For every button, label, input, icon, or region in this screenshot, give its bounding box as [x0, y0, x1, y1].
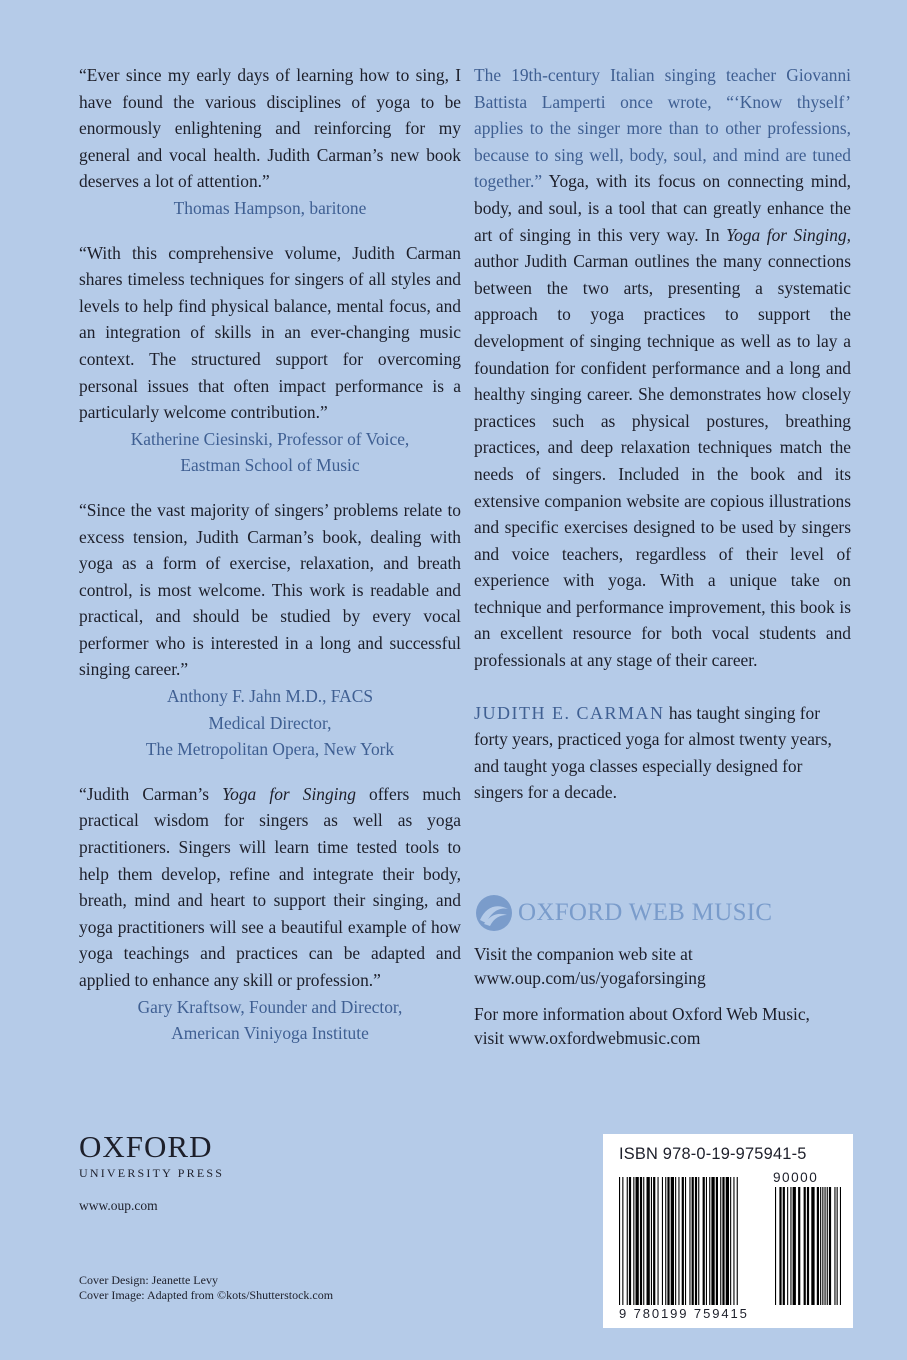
- cover-design-credit: Cover Design: Jeanette Levy: [79, 1273, 218, 1287]
- oxford-web-music-section: [474, 890, 854, 1050]
- barcode-addon-bar: [834, 1187, 835, 1305]
- barcode-addon-bar: [817, 1187, 819, 1305]
- barcode-bar: [695, 1177, 697, 1305]
- barcode-addon-bar: [798, 1187, 800, 1305]
- barcode-bar: [629, 1177, 631, 1305]
- oxford-web-music-url[interactable]: visit www.oxfordwebmusic.com: [474, 1028, 701, 1048]
- publisher-url[interactable]: www.oup.com: [79, 1198, 158, 1213]
- attribution-line: Gary Kraftsow, Founder and Director,: [137, 996, 403, 1017]
- barcode-bar: [685, 1177, 686, 1305]
- barcode-bar: [671, 1177, 674, 1305]
- author-bio: [474, 700, 851, 806]
- barcode-bar: [636, 1177, 639, 1305]
- barcode-bar: [619, 1177, 620, 1305]
- barcode-bar: [651, 1177, 652, 1305]
- companion-site-text: [474, 942, 854, 990]
- barcode-bar: [733, 1177, 734, 1305]
- barcode-bar: [678, 1177, 679, 1305]
- endorsement-ciesinski: [79, 240, 461, 479]
- barcode-bar: [682, 1177, 684, 1305]
- endorsement-attribution: [79, 195, 461, 222]
- attribution-line: The Metropolitan Opera, New York: [145, 739, 395, 760]
- oxford-web-music-logo: [474, 890, 854, 936]
- quote-post: offers much practical wisdom for singers as well as yoga practitioners. Singers will learn time tested tools to help them develop, refine and integrate their body, breath, mind and heart to support their singing, and yoga practitioners will see a beautiful example of how yoga teachings and practices can be adapted and applied to enhance any skill or profession.”: [79, 783, 461, 990]
- cover-image-credit: Cover Image: Adapted from ©kots/Shutterstock.com: [79, 1288, 334, 1302]
- companion-site-url[interactable]: www.oup.com/us/yogaforsinging: [474, 968, 706, 988]
- endorsement-kraftsow: [79, 781, 461, 1047]
- barcode-addon-bar: [790, 1187, 791, 1305]
- author-name: JUDITH E. CARMAN: [474, 702, 665, 723]
- barcode-bar: [622, 1177, 623, 1305]
- barcode-digits: 9 780199 759415: [619, 1306, 749, 1321]
- barcode-addon-bar: [825, 1187, 826, 1305]
- endorsement-attribution: [79, 683, 461, 763]
- barcode-bar: [716, 1177, 718, 1305]
- barcode-bar: [706, 1177, 707, 1305]
- barcode-bar: [730, 1177, 731, 1305]
- barcode-bar: [653, 1177, 655, 1305]
- barcode-addon-bar: [840, 1187, 841, 1305]
- attribution-line: Anthony F. Jahn M.D., FACS: [166, 686, 374, 707]
- barcode-addon-bar: [787, 1187, 788, 1305]
- barcode-addon-bar: [822, 1187, 823, 1305]
- endorsement-attribution: [79, 994, 461, 1047]
- barcode-bar: [711, 1177, 714, 1305]
- quote-pre: “Judith Carman’s: [79, 783, 223, 804]
- barcode-bar: [643, 1177, 644, 1305]
- book-title: Yoga for Singing,: [726, 224, 851, 245]
- barcode-bar: [722, 1177, 724, 1305]
- barcode-addon-bar: [804, 1187, 806, 1305]
- description-column: [474, 62, 851, 823]
- barcode-bar: [698, 1177, 699, 1305]
- barcode-addon-bar: [807, 1187, 809, 1305]
- barcode-bar: [667, 1177, 669, 1305]
- barcode-addon-bar: [775, 1187, 776, 1305]
- info-label: For more information about Oxford Web Music,: [474, 1004, 810, 1024]
- attribution-line: American Viniyoga Institute: [171, 1023, 369, 1044]
- barcode-bar: [737, 1177, 738, 1305]
- publisher-logo: [79, 1129, 225, 1181]
- endorsement-quote: “Since the vast majority of singers’ problems relate to excess tension, Judith Carman’s book, dealing with yoga as a form of exercise, relaxation, and breath control, is most welcome. This work is readable and practical, and should be studied by every vocal performer who is interested in a long and successful singing career.”: [79, 499, 461, 680]
- music-wave-icon: [474, 893, 514, 933]
- attribution-line: Thomas Hampson, baritone: [173, 197, 367, 218]
- barcode-addon-bar: [820, 1187, 821, 1305]
- publisher-name: OXFORD: [79, 1129, 213, 1164]
- endorsements-column: [79, 62, 461, 1065]
- oxford-web-music-logo-text: OXFORD WEB MUSIC: [518, 899, 773, 926]
- barcode-bar: [627, 1177, 628, 1305]
- barcode-bar: [662, 1177, 663, 1305]
- barcode-bar: [633, 1177, 634, 1305]
- barcode-addon-bar: [811, 1187, 814, 1305]
- endorsement-quote: “With this comprehensive volume, Judith Carman shares timeless techniques for singers of all styles and levels to help find physical balance, mental focus, and an integration of skills in an ever-changing music context. The structured support for overcoming personal issues that often impact performance is a particularly welcome contribution.”: [79, 242, 461, 423]
- endorsement-attribution: [79, 426, 461, 479]
- price-code: 90000: [773, 1170, 819, 1185]
- barcode-bar: [647, 1177, 650, 1305]
- barcode-bar: [709, 1177, 710, 1305]
- lamperti-quote: The 19th-century Italian singing teacher Giovanni Battista Lamperti once wrote, “‘Know thyself’ applies to the singer more than to other professions, because to sing well, body, soul, and mind are tuned together.”: [474, 65, 851, 192]
- isbn-barcode: [603, 1134, 853, 1328]
- publisher-press: UNIVERSITY PRESS: [79, 1166, 225, 1180]
- barcode-addon-bar: [779, 1187, 781, 1305]
- endorsement-hampson: [79, 62, 461, 222]
- endorsement-jahn: [79, 497, 461, 763]
- barcode-bar: [665, 1177, 666, 1305]
- attribution-line: Eastman School of Music: [180, 455, 360, 476]
- barcode-bar: [640, 1177, 642, 1305]
- endorsement-quote: [79, 781, 461, 994]
- barcode-bars: [619, 1177, 841, 1305]
- description-text: Yoga, with its focus on connecting mind, body, and soul, is a tool that can greatly enhance the art of singing in this very way. In: [474, 171, 851, 245]
- barcode-addon-bar: [837, 1187, 838, 1305]
- endorsement-quote: “Ever since my early days of learning how to sing, I have found the various disciplines of yoga to be enormously enlightening and reinforcing for my general and vocal health. Judith Carman’s new book deserves a lot of attention.”: [79, 65, 461, 192]
- oxford-web-music-info: [474, 1002, 854, 1050]
- barcode-bar: [720, 1177, 721, 1305]
- book-title: Yoga for Singing: [222, 783, 356, 804]
- book-description: [474, 62, 851, 674]
- barcode-addon-bar: [827, 1187, 828, 1305]
- companion-site-label: Visit the companion web site at: [474, 944, 693, 964]
- barcode-bar: [675, 1177, 676, 1305]
- attribution-line: Katherine Ciesinski, Professor of Voice,: [130, 428, 410, 449]
- barcode-bar: [692, 1177, 694, 1305]
- cover-credits: [79, 1273, 333, 1303]
- barcode-addon-bar: [783, 1187, 785, 1305]
- bio-text: has taught singing for forty years, practiced yoga for almost twenty years, and taught yoga classes especially designed for singers for a decade.: [474, 702, 832, 803]
- barcode-bar: [703, 1177, 705, 1305]
- barcode-bar: [726, 1177, 729, 1305]
- isbn-label: ISBN 978-0-19-975941-5: [619, 1145, 807, 1163]
- barcode-bar: [689, 1177, 690, 1305]
- attribution-line: Medical Director,: [208, 712, 332, 733]
- description-text: author Judith Carman outlines the many connections between the two arts, presenting a systematic approach to yoga practices to support the development of singing technique as well as to lay a foundation for confident performance and a long and healthy singing career. She demonstrates how closely practices such as physical postures, breathing practices, and deep relaxation techniques match the needs of singers. Included in the book and its extensive companion website are copious illustrations and specific exercises designed to be used by singers and voice teachers, regardless of their level of experience with yoga. With a unique take on technique and performance improvement, this book is an excellent resource for both vocal students and professionals at any stage of their career.: [474, 251, 851, 671]
- barcode-addon-bar: [829, 1187, 831, 1305]
- barcode-addon-bar: [793, 1187, 796, 1305]
- barcode-bar: [658, 1177, 659, 1305]
